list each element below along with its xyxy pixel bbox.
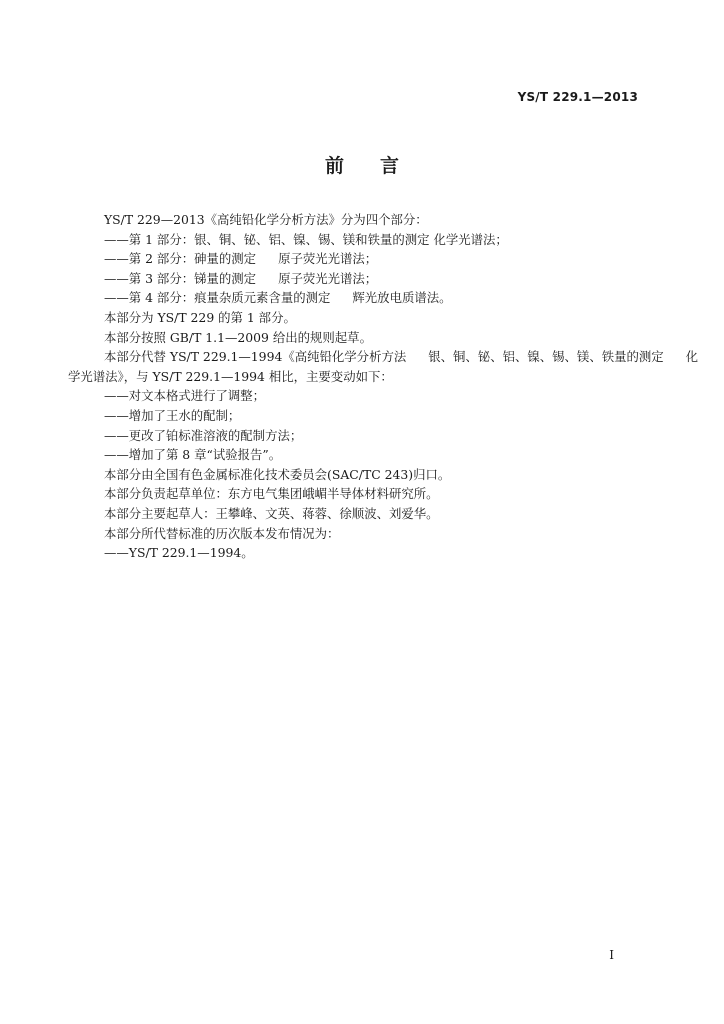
replaces-text-b: 银、铜、铋、铝、镍、锡、镁、铁量的测定: [428, 349, 664, 365]
change-item-aqua-regia: ——增加了王水的配制；: [104, 407, 241, 423]
replaces-text-c: 化: [685, 349, 699, 365]
paragraph-part-of: 本部分为 YS/T 229 的第 1 部分。: [104, 309, 296, 325]
paragraph-drafting-rules: 本部分按照 GB/T 1.1—2009 给出的规则起草。: [104, 329, 372, 345]
replaces-text-a: 本部分代替 YS/T 229.1—1994《高纯铅化学分析方法: [104, 349, 407, 365]
part-3-label: ——第 3 部分：锑量的测定: [104, 270, 257, 286]
change-item-test-report: ——增加了第 8 章“试验报告”。: [104, 447, 282, 463]
preface-body: [68, 210, 699, 563]
part-3-method: 原子荧光光谱法；: [278, 270, 378, 286]
standard-code: YS/T 229.1—2013: [517, 90, 638, 104]
list-item-part-3: [86, 269, 646, 289]
paragraph-drafting-unit: 本部分负责起草单位：东方电气集团峨嵋半导体材料研究所。: [104, 486, 439, 502]
paragraph-drafters: 本部分主要起草人：王攀峰、文英、蒋蓉、徐顺波、刘爱华。: [104, 505, 439, 521]
part-4-label: ——第 4 部分：痕量杂质元素含量的测定: [104, 290, 331, 306]
paragraph-committee: 本部分由全国有色金属标准化技术委员会(SAC/TC 243)归口。: [104, 466, 451, 482]
list-item-part-1: ——第 1 部分：银、铜、铋、铝、镍、锡、镁和铁量的测定 化学光谱法；: [104, 231, 508, 247]
part-2-label: ——第 2 部分：砷量的测定: [104, 251, 257, 267]
part-4-method: 辉光放电质谱法。: [352, 290, 452, 306]
history-item: ——YS/T 229.1—1994。: [104, 545, 254, 561]
paragraph-intro: YS/T 229—2013《高纯铅化学分析方法》分为四个部分：: [104, 212, 428, 227]
page-number: I: [609, 948, 614, 962]
page-title: 前言: [324, 155, 435, 177]
paragraph-history: 本部分所代替标准的历次版本发布情况为：: [104, 525, 340, 541]
part-2-method: 原子荧光光谱法；: [278, 251, 378, 267]
list-item-part-2: [86, 249, 646, 269]
list-item-part-4: [86, 288, 646, 308]
paragraph-replaces-continued: 学光谱法》，与 YS/T 229.1—1994 相比，主要变动如下：: [68, 368, 393, 384]
paragraph-replaces: [86, 347, 699, 367]
change-item-platinum: ——更改了铂标准溶液的配制方法；: [104, 427, 303, 443]
change-item-format: ——对文本格式进行了调整；: [104, 388, 266, 404]
